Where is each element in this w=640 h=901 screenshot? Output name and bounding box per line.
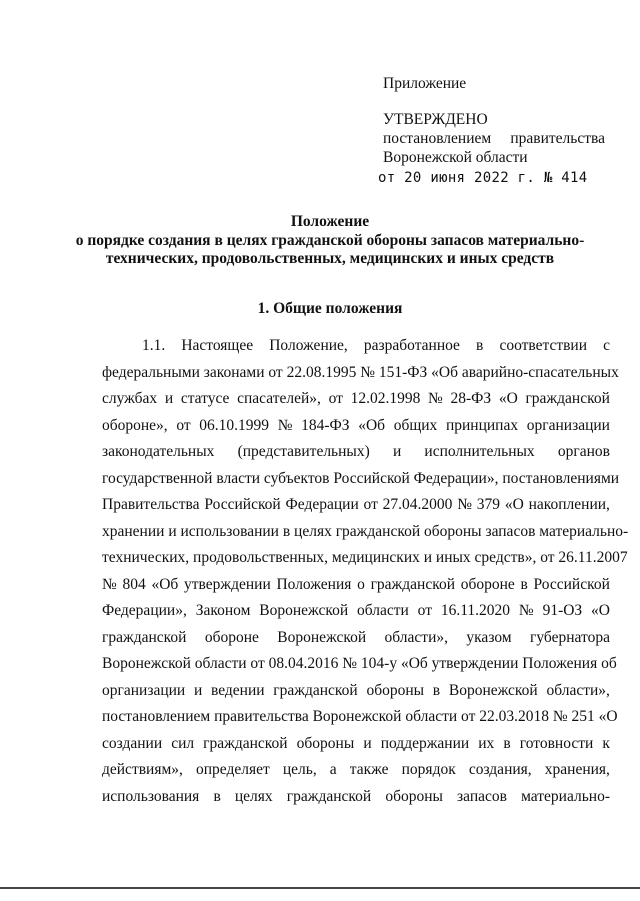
approved-label: УТВЕРЖДЕНО [383,111,488,128]
body-line [102,495,610,522]
approval-block [378,74,605,188]
body-text-segment: области [356,602,409,619]
body-text-segment: также [349,761,389,778]
body-line [102,707,618,734]
body-text-segment: Правительства [102,496,200,513]
body-text-segment: Воронежской [448,681,538,699]
body-text-segment: области», [546,681,610,699]
body-text-segment: «О [591,602,610,619]
body-text-segment: губернатора [530,628,610,646]
body-text-segment: 184-ФЗ [301,416,350,434]
body-text-segment: ведении [210,681,265,699]
body-text-segment: утверждении [184,575,271,593]
body-text-segment: гражданской [286,787,372,805]
body-text-segment: а [329,761,337,778]
body-text-segment: в [520,575,528,593]
body-text-segment: Федерации», [102,602,187,619]
body-text-segment: службах [102,390,158,407]
body-text-segment: порядок [401,761,456,778]
body-text-segment: и [193,681,203,699]
body-text-segment: разработанное [363,337,460,354]
body-text-segment: их [478,734,495,752]
body-text-segment: обороны [385,787,443,805]
body-line [102,416,610,443]
body-line [102,442,610,469]
body-text-segment: Российской [204,496,281,513]
body-text-segment: гражданской [525,390,610,407]
body-text-segment: 16.11.2020 [440,602,511,619]
body-text-segment: технических, продовольственных, медицинских и иных средств», от 26.11.2007 [102,549,628,566]
body-text-segment: готовности [519,734,594,752]
body-text-segment: в [432,681,441,699]
body-text-segment: организации [526,416,610,434]
body-text-segment: обороны [296,734,355,752]
body-text-segment: хранении и использовании в целях гражданской обороны запасов материально- [102,522,629,540]
body-text-segment: организации [102,681,186,699]
body-text-segment: от [328,390,343,407]
body-text-segment: материально- [521,787,610,805]
body-text-segment: гражданской [370,575,455,593]
body-text-segment: 28-ФЗ [450,390,492,407]
body-text-segment: Воронежской [277,628,367,646]
body-text-segment: органов [557,443,610,460]
body-line [102,760,610,787]
body-line [102,601,610,628]
body-line [102,548,628,575]
body-text-segment: № [457,496,472,513]
body-paragraph [102,336,629,813]
body-text-segment: создания, [468,761,532,778]
body-text-segment: с [603,337,610,354]
body-text-segment: использования [102,787,200,805]
body-text-segment: создании [102,734,163,752]
body-text-segment: № [427,390,443,407]
body-text-segment: обороне [460,575,515,593]
body-text-segment: сил [171,734,195,752]
body-text-segment: «Об [151,575,179,593]
body-text-segment: № [102,575,117,593]
body-text-segment: в [213,787,221,805]
body-text-segment: постановлением правительства Воронежской области от 22.03.2018 № 251 «О [102,708,618,725]
body-text-segment: действиям», [102,761,183,778]
body-text-segment: № [277,416,293,434]
body-text-segment: хранения, [544,761,610,778]
body-text-segment: определяет [195,761,270,778]
body-text-segment: гражданской [102,628,187,646]
body-text-segment: от [417,602,432,619]
body-text-segment: 804 [122,575,146,593]
body-line [102,734,610,761]
body-text-segment: в [476,337,484,354]
body-text-segment: «О [504,496,524,513]
body-text-segment: Законом [195,602,251,619]
body-text-segment: поддержании [380,734,470,752]
approved-by-word: постановлением [383,130,492,147]
body-line [102,628,610,655]
body-text-segment: спасателей», [237,390,321,407]
body-text-segment: запасов [457,787,507,805]
body-text-segment: № [518,602,534,619]
body-text-segment: 06.10.1999 [199,416,270,434]
body-text-segment: Положения [276,575,352,593]
body-text-segment: законодательных [102,443,215,460]
body-text-segment: 379 [476,496,501,513]
body-text-segment: обороне [204,628,259,646]
body-line [102,522,629,549]
body-text-segment: и [164,390,174,407]
body-text-segment: цель, [282,761,317,778]
body-line [102,787,610,814]
body-line [102,681,610,708]
body-text-segment: указом [466,628,512,646]
body-text-segment: исполнительных [424,443,535,460]
body-text-segment: от [176,416,191,434]
body-line [102,575,610,602]
body-text-segment: Воронежской области от 08.04.2016 № 104-у «Об утверждении Положения об [102,655,617,672]
body-text-segment: к [602,734,610,752]
body-text-segment: 27.04.2000 [382,496,453,513]
body-line [102,363,619,390]
body-text-segment: общих [393,416,438,434]
body-text-segment: и [363,734,372,752]
body-text-segment: обороны [366,681,425,699]
body-text-segment: «Об [358,416,386,434]
body-text-segment: принципах [445,416,519,434]
body-text-segment: Российской [533,575,610,593]
body-text-segment: государственной власти субъектов Российской Федерации», постановлениями [102,469,620,487]
body-text-segment: целях [234,787,273,805]
body-text-segment: федеральными законами от 22.08.1995 № 151-ФЗ «Об аварийно-спасательных [102,363,619,381]
body-text-segment: и [392,443,402,460]
body-line [102,389,610,416]
body-text-segment: статусе [180,390,230,407]
body-text-segment: гражданской [273,681,358,699]
approved-by-line [383,129,605,148]
body-text-segment: Положение, [269,337,348,354]
body-text-segment: Федерации [285,496,359,513]
document-title [60,213,600,269]
body-text-segment: «О [498,390,518,407]
title-line: технических, продовольственных, медицинских и иных средств [105,250,555,267]
body-text-segment: Воронежской [259,602,349,619]
body-text-segment: Настоящее [181,337,254,354]
approved-by-word: правительства [510,130,605,147]
body-text-segment: (представительных) [237,443,370,460]
body-line [102,469,620,496]
body-line [102,336,610,363]
region-name: Воронежской области [383,149,528,166]
body-text-segment: от [363,496,378,513]
body-text-segment: накоплении, [528,496,610,513]
title-line: о порядке создания в целях гражданской обороны запасов материально- [75,231,585,249]
title-line: Положение [290,213,370,230]
body-text-segment: обороне», [102,416,168,434]
footer-rule [0,887,640,889]
body-text-segment: 1.1. [142,337,166,354]
body-text-segment: о [357,575,365,593]
body-text-segment: области», [384,628,448,646]
body-text-segment: 12.02.1998 [350,390,421,407]
body-text-segment: соответствии [499,337,588,354]
body-line [102,654,617,681]
body-text-segment: в [503,734,511,752]
section-heading: 1. Общие положения [257,300,403,317]
date-number-stamp: от 20 июня 2022 г. № 414 [378,170,588,186]
body-text-segment: гражданской [203,734,288,752]
body-text-segment: 91-ОЗ [542,602,583,619]
annex-label: Приложение [383,75,467,92]
